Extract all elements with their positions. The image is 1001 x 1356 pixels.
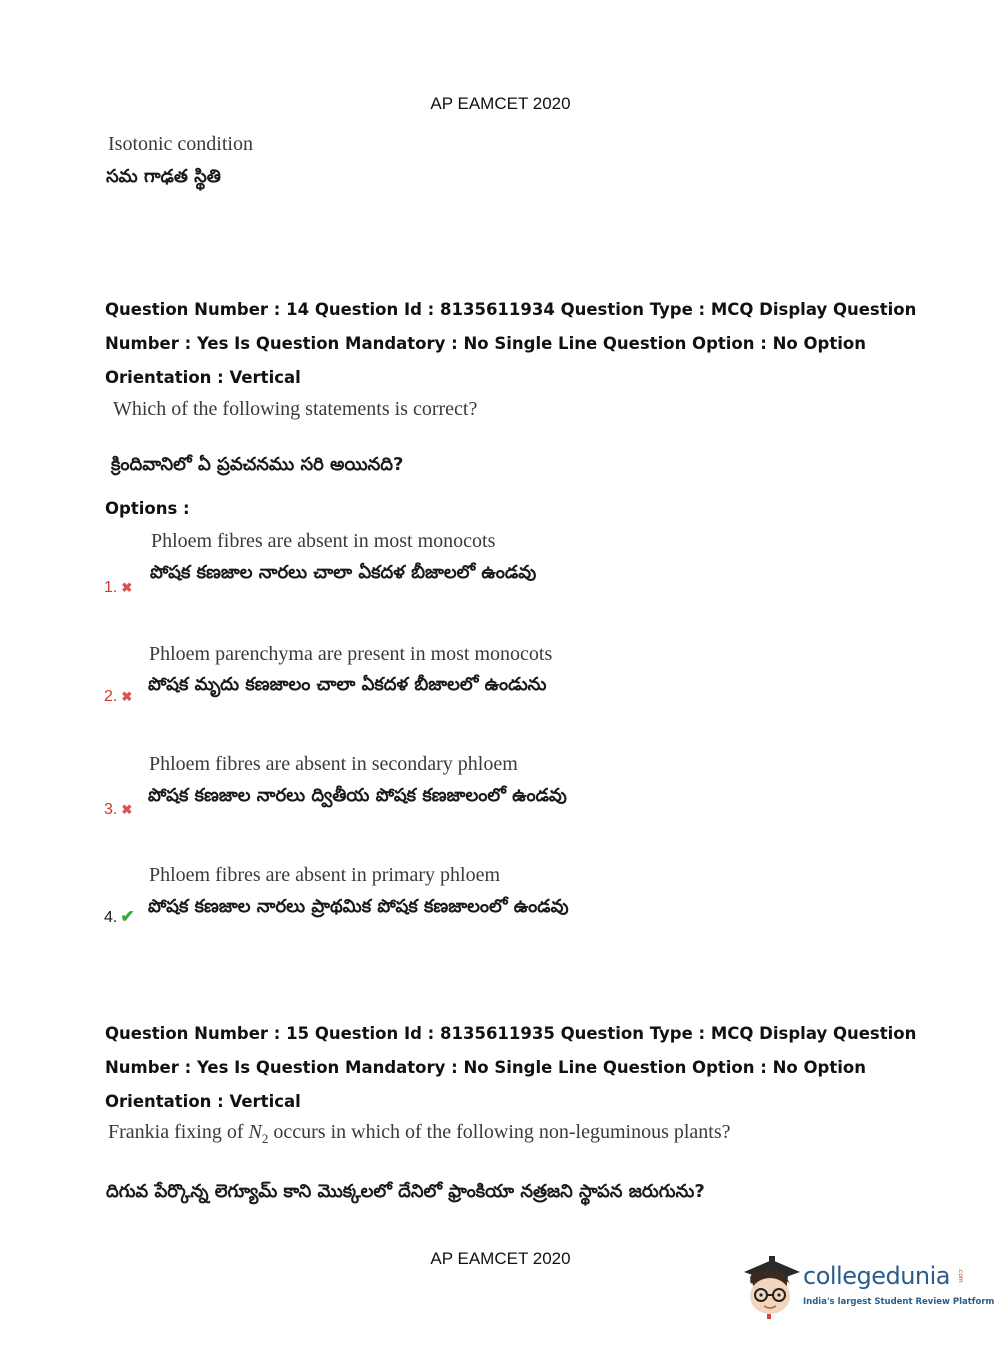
correct-check-icon: ✔: [120, 907, 135, 926]
wrong-icon: ✖: [121, 802, 133, 817]
option-3-telugu: పోషక కణజాల నారలు ద్వితీయ పోషక కణజాలంలో ఉండవు: [148, 785, 567, 806]
option-1-marker: [104, 579, 132, 597]
page-footer: AP EAMCET 2020: [430, 1249, 571, 1268]
nitrogen-symbol: N: [248, 1121, 262, 1143]
prev-answer-english: Isotonic condition: [108, 133, 253, 155]
option-4-english: Phloem fibres are absent in primary phloem: [149, 864, 501, 886]
option-4-marker: [104, 907, 135, 927]
option-2-english: Phloem parenchyma are present in most monocots: [149, 643, 553, 665]
option-2-telugu: పోషక మృదు కణజాలం చాలా ఏకదళ బీజాలలో ఉండును: [148, 674, 547, 695]
q15-question-text: Frankia fixing of: [108, 1121, 249, 1143]
prev-answer-telugu: సమ గాఢత స్థితి: [106, 166, 221, 187]
option-2-marker: [104, 688, 132, 706]
wrong-icon: ✖: [121, 689, 133, 704]
q14-metadata: [105, 293, 917, 395]
option-1-english: Phloem fibres are absent in most monocots: [151, 530, 496, 552]
q15-question-text: occurs in which of the following non-leguminous plants?: [268, 1121, 731, 1143]
option-number: 4.: [104, 909, 118, 926]
page-header: AP EAMCET 2020: [430, 94, 571, 113]
q15-meta-line: Question Number : 15 Question Id : 8135611935 Question Type : MCQ Display Question: [105, 1024, 917, 1043]
option-number: 3.: [104, 801, 118, 818]
option-number: 1.: [104, 579, 118, 596]
q14-meta-line: Orientation : Vertical: [105, 368, 301, 387]
option-number: 2.: [104, 688, 118, 705]
q15-metadata: [105, 1017, 917, 1119]
options-label: Options :: [105, 499, 190, 518]
q15-meta-line: Number : Yes Is Question Mandatory : No Single Line Question Option : No Option: [105, 1058, 866, 1077]
q14-question-telugu: క్రిందివానిలో ఏ ప్రవచనము సరి అయినది?: [111, 454, 404, 475]
collegedunia-logo-text: collegedunia: [803, 1262, 951, 1290]
q15-question-telugu: దిగువ పేర్కొన్న లెగ్యూమ్ కాని మొక్కలలో దేనిలో ఫ్రాంకియా నత్రజని స్థాపన జరుగును?: [106, 1181, 705, 1202]
q15-question-english: [108, 1121, 731, 1147]
collegedunia-tagline: India's largest Student Review Platform: [803, 1297, 995, 1307]
nitrogen-subscript: 2: [261, 1131, 269, 1146]
q14-meta-line: Number : Yes Is Question Mandatory : No Single Line Question Option : No Option: [105, 334, 866, 353]
option-1-telugu: పోషక కణజాల నారలు చాలా ఏకదళ బీజాలలో ఉండవు: [150, 562, 537, 583]
q15-meta-line: Orientation : Vertical: [105, 1092, 301, 1111]
collegedunia-logo-dotcom: .com: [957, 1268, 964, 1283]
option-3-marker: [104, 801, 132, 819]
q14-meta-line: Question Number : 14 Question Id : 8135611934 Question Type : MCQ Display Question: [105, 300, 917, 319]
wrong-icon: ✖: [121, 580, 133, 595]
option-3-english: Phloem fibres are absent in secondary phloem: [149, 753, 518, 775]
option-4-telugu: పోషక కణజాల నారలు ప్రాథమిక పోషక కణజాలంలో ఉండవు: [148, 896, 569, 917]
q14-question-english: Which of the following statements is correct?: [113, 398, 478, 420]
